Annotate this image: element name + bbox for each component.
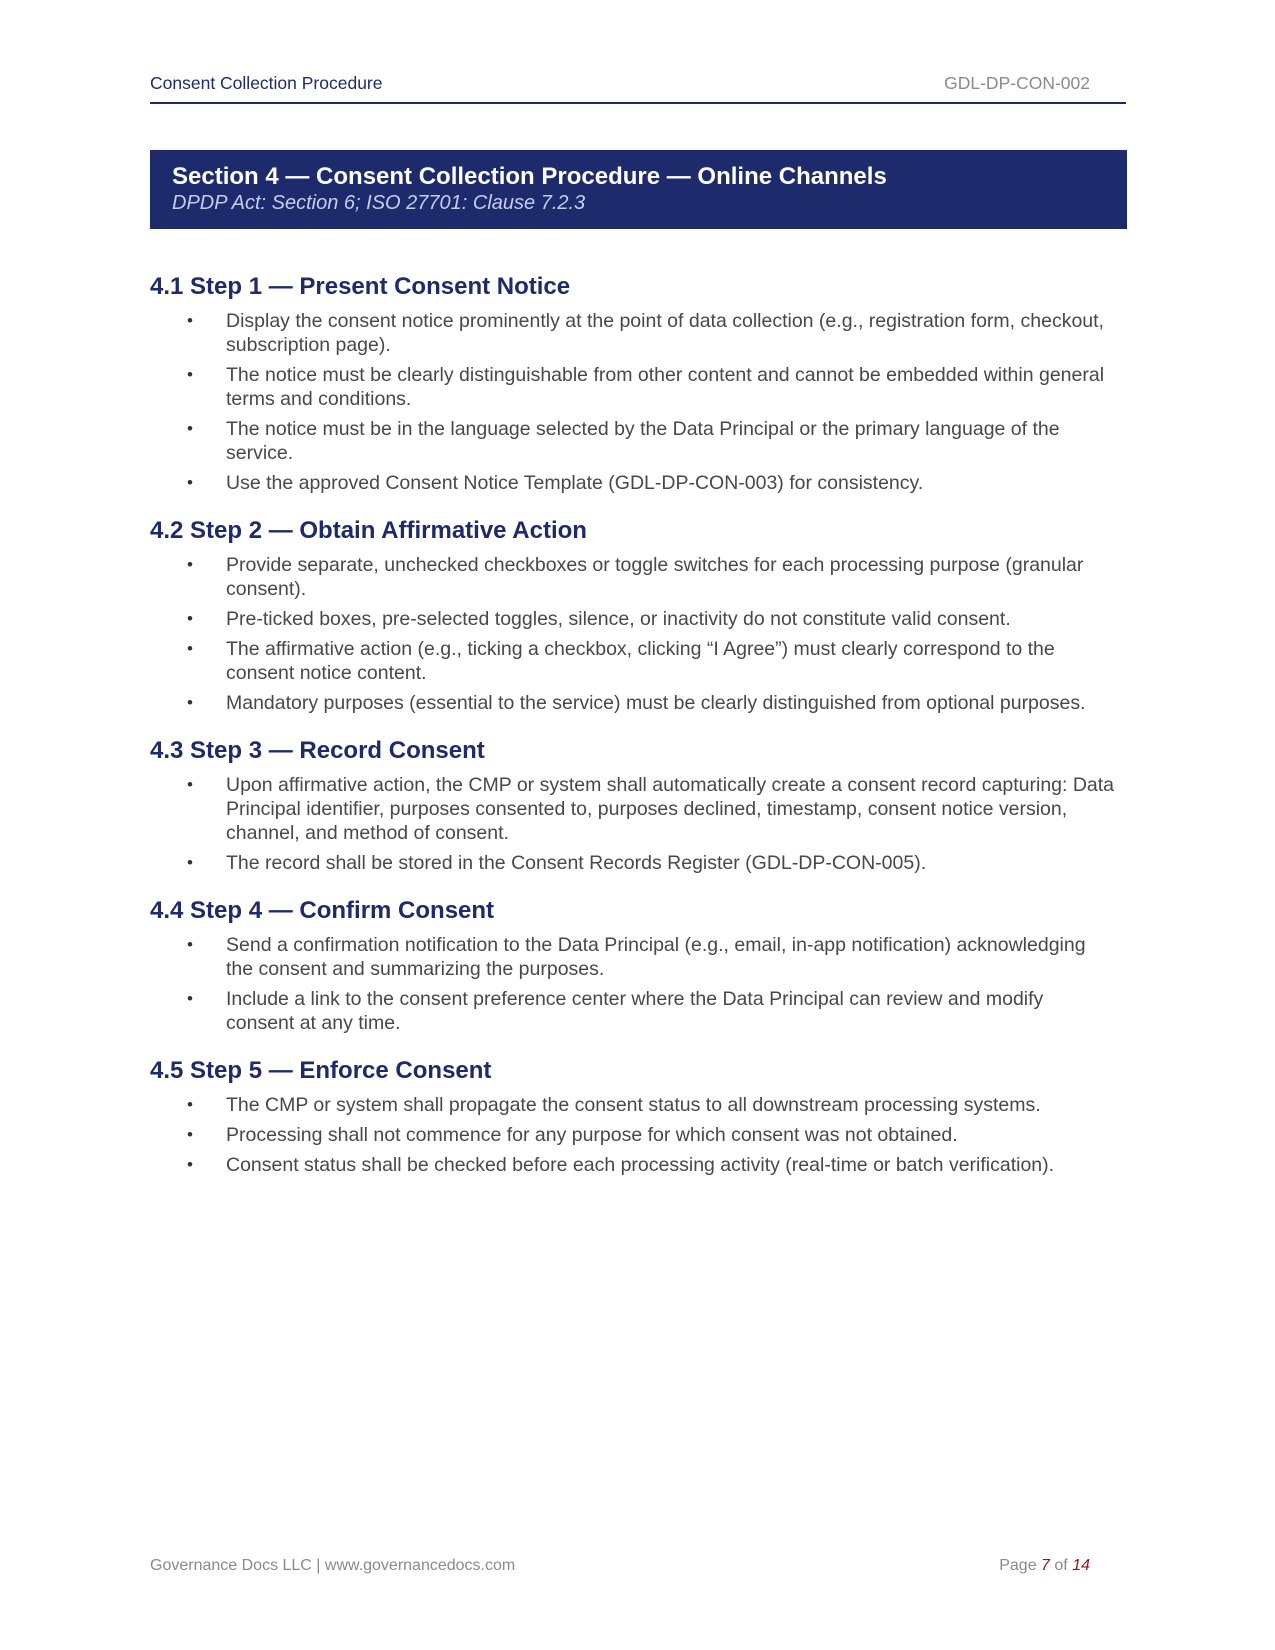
- bullet-list: [150, 933, 1126, 1035]
- bullet-icon: •: [187, 1155, 193, 1174]
- list-item: • The notice must be clearly distinguishable from other content and cannot be embedded within general terms and conditions.: [187, 364, 1105, 410]
- step-heading: 4.1 Step 1 — Present Consent Notice: [150, 273, 571, 300]
- bullet-list: [150, 1093, 1126, 1177]
- bullet-icon: •: [187, 1095, 193, 1114]
- section-banner: [150, 150, 1127, 229]
- step-4: [150, 896, 1126, 1035]
- bullet-icon: •: [187, 989, 193, 1008]
- bullet-icon: •: [187, 311, 193, 330]
- section-references: DPDP Act: Section 6; ISO 27701: Clause 7.2.3: [172, 192, 586, 214]
- bullet-icon: •: [187, 419, 193, 438]
- page-footer: [150, 1557, 1126, 1581]
- bullet-icon: •: [187, 693, 193, 712]
- page-header: [150, 72, 1126, 104]
- list-item: • The CMP or system shall propagate the consent status to all downstream processing systems.: [187, 1094, 1041, 1116]
- bullet-icon: •: [187, 473, 193, 492]
- document-title: Consent Collection Procedure: [150, 73, 383, 93]
- bullet-list: [150, 309, 1126, 495]
- page-number: Page 7 of 14: [999, 1557, 1090, 1574]
- list-item: • The notice must be in the language selected by the Data Principal or the primary language of the service.: [187, 418, 1060, 464]
- list-item: • Provide separate, unchecked checkboxes or toggle switches for each processing purpose (granular consent).: [187, 554, 1084, 600]
- bullet-icon: •: [187, 853, 193, 872]
- step-1: [150, 272, 1126, 495]
- current-page: 7: [1041, 1557, 1050, 1574]
- bullet-icon: •: [187, 1125, 193, 1144]
- list-item: • Send a confirmation notification to the Data Principal (e.g., email, in-app notification) acknowledging the consent and summarizing the purposes.: [187, 934, 1086, 980]
- bullet-list: [150, 773, 1126, 875]
- list-item: • Include a link to the consent preference center where the Data Principal can review and modify consent at any time.: [187, 988, 1044, 1034]
- bullet-icon: •: [187, 365, 193, 384]
- bullet-icon: •: [187, 775, 193, 794]
- document-id: GDL-DP-CON-002: [944, 73, 1090, 93]
- step-heading: 4.5 Step 5 — Enforce Consent: [150, 1057, 492, 1084]
- bullet-icon: •: [187, 935, 193, 954]
- list-item: • Processing shall not commence for any purpose for which consent was not obtained.: [187, 1124, 958, 1146]
- bullet-icon: •: [187, 555, 193, 574]
- step-2: [150, 516, 1126, 715]
- list-item: • Display the consent notice prominently at the point of data collection (e.g., registration form, checkout, subscription page).: [187, 310, 1104, 356]
- total-pages: 14: [1072, 1557, 1090, 1574]
- list-item: • Upon affirmative action, the CMP or system shall automatically create a consent record capturing: Data Principal identifier, purposes consented to, purposes declined, timestamp, consent notice version, channel, and method of consent.: [187, 774, 1115, 844]
- list-item: • Mandatory purposes (essential to the service) must be clearly distinguished from optional purposes.: [187, 692, 1086, 714]
- section-title: Section 4 — Consent Collection Procedure — Online Channels: [172, 163, 887, 190]
- list-item: • Consent status shall be checked before each processing activity (real-time or batch verification).: [187, 1154, 1055, 1176]
- list-item: • Use the approved Consent Notice Template (GDL-DP-CON-003) for consistency.: [187, 472, 924, 494]
- list-item: • Pre-ticked boxes, pre-selected toggles, silence, or inactivity do not constitute valid consent.: [187, 608, 1011, 630]
- step-3: [150, 736, 1126, 875]
- section-content: [150, 272, 1126, 1198]
- bullet-list: [150, 553, 1126, 715]
- bullet-icon: •: [187, 609, 193, 628]
- list-item: • The affirmative action (e.g., ticking a checkbox, clicking “I Agree”) must clearly correspond to the consent notice content.: [187, 638, 1055, 684]
- step-heading: 4.4 Step 4 — Confirm Consent: [150, 897, 495, 924]
- footer-company: Governance Docs LLC | www.governancedocs.com: [150, 1557, 516, 1574]
- step-heading: 4.2 Step 2 — Obtain Affirmative Action: [150, 517, 587, 544]
- bullet-icon: •: [187, 639, 193, 658]
- step-heading: 4.3 Step 3 — Record Consent: [150, 737, 485, 764]
- list-item: • The record shall be stored in the Consent Records Register (GDL-DP-CON-005).: [187, 852, 927, 874]
- step-5: [150, 1056, 1126, 1177]
